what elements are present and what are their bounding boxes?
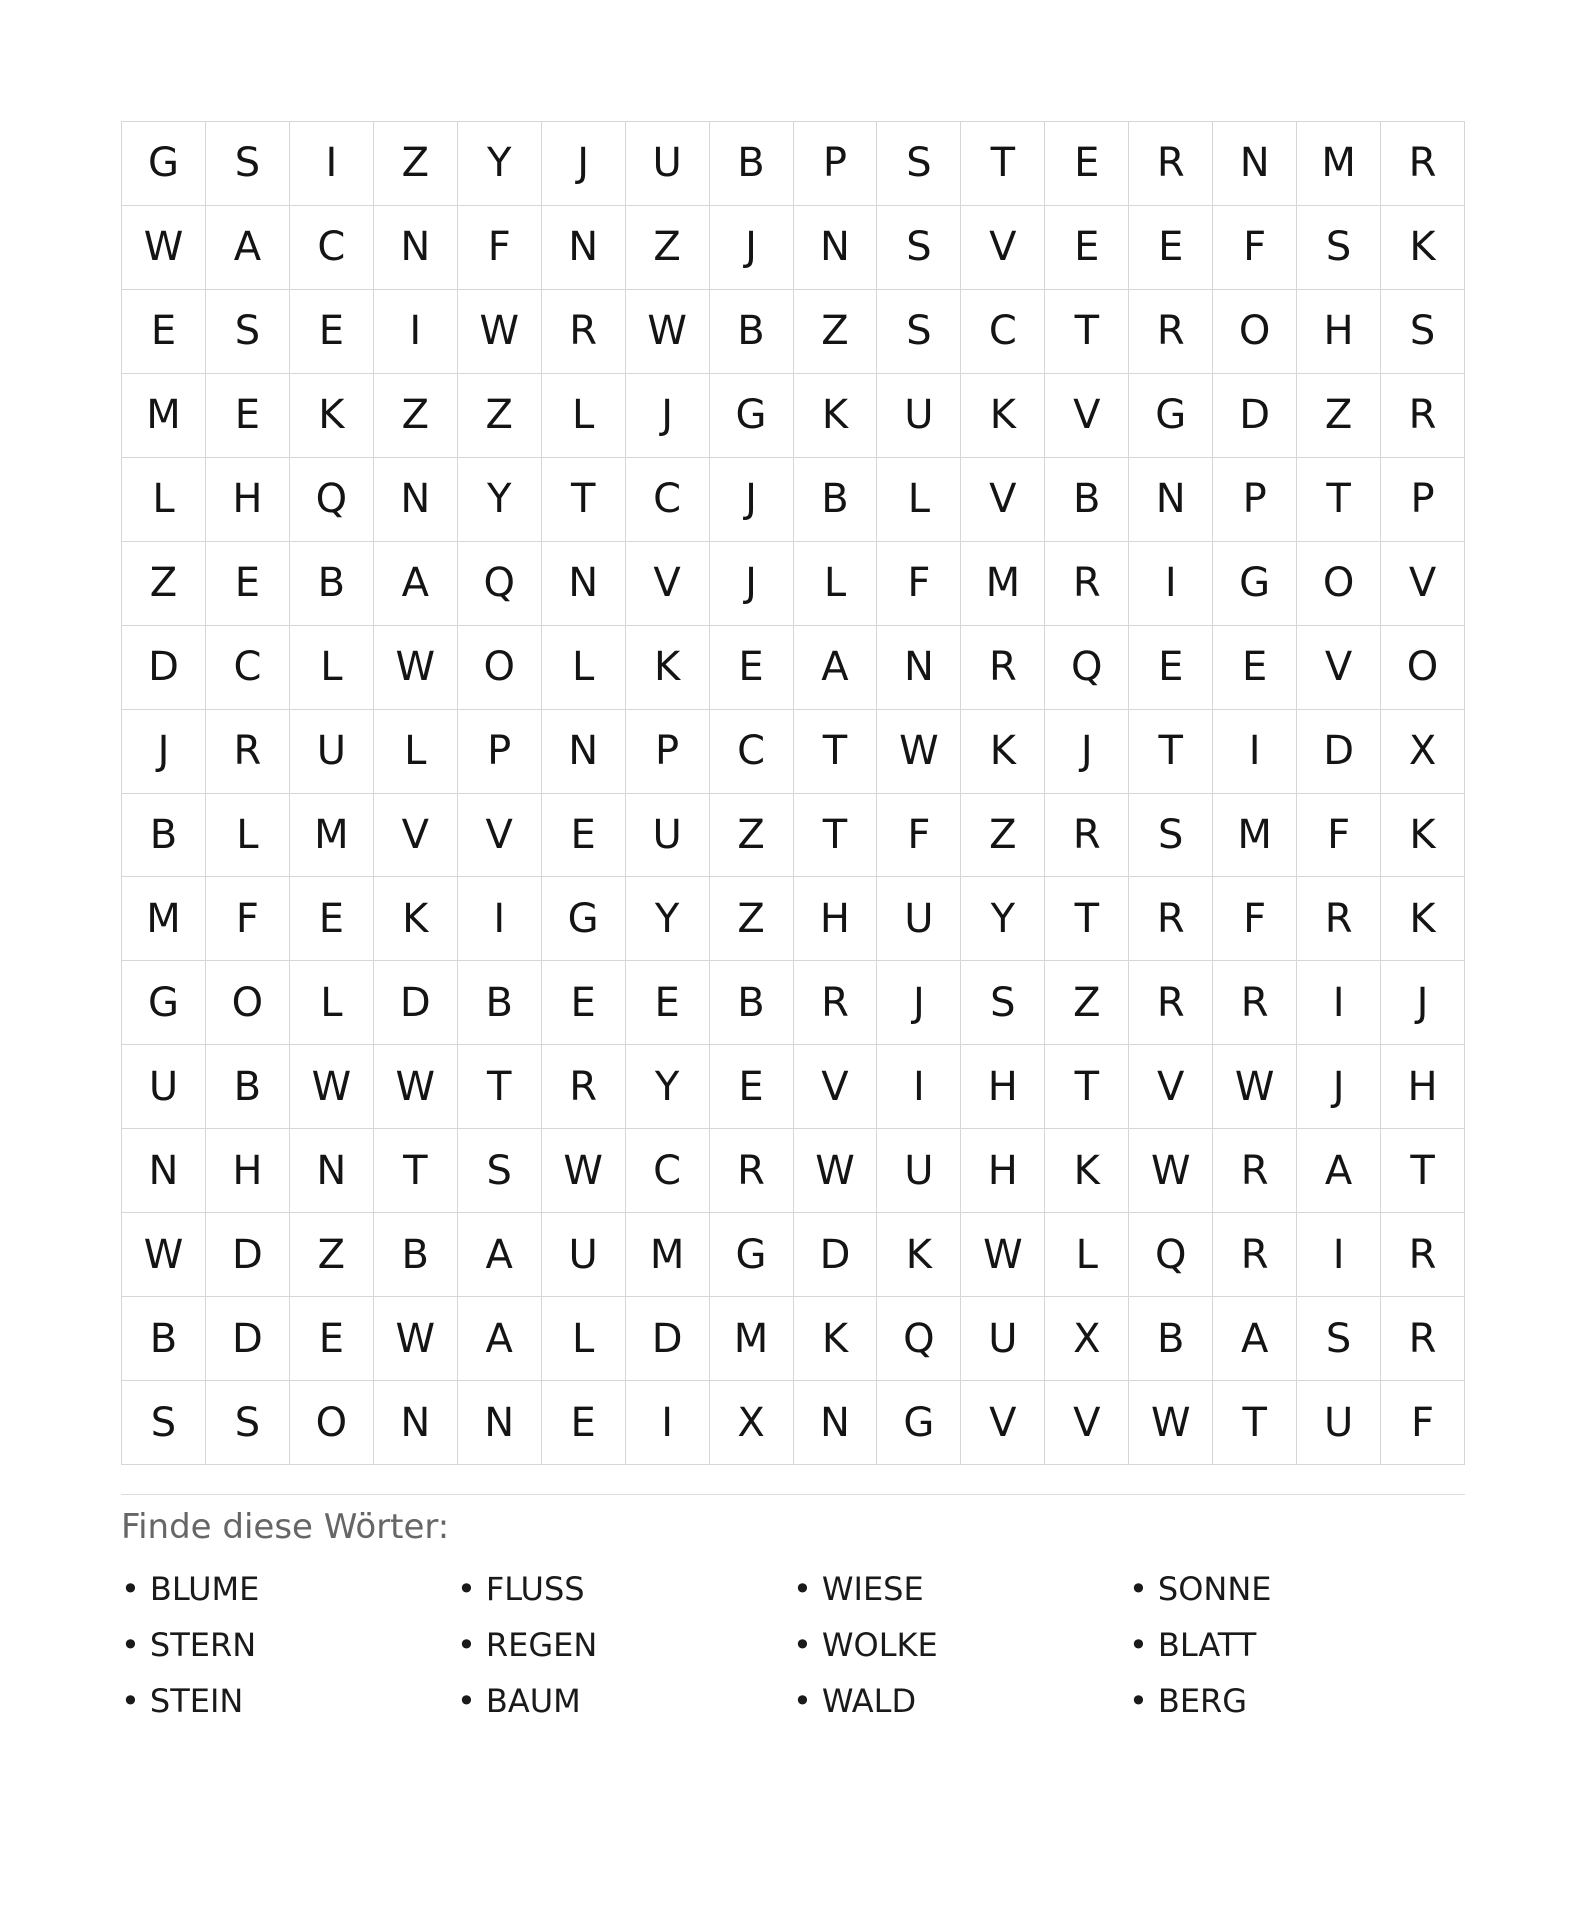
- grid-cell[interactable]: L: [542, 626, 626, 710]
- grid-cell[interactable]: V: [961, 1381, 1045, 1465]
- grid-cell[interactable]: V: [794, 1045, 878, 1129]
- grid-cell[interactable]: V: [1045, 1381, 1129, 1465]
- grid-cell[interactable]: B: [122, 1297, 206, 1381]
- grid-cell[interactable]: S: [206, 1381, 290, 1465]
- word-list-section: [121, 1494, 1465, 1723]
- grid-cell[interactable]: S: [458, 1129, 542, 1213]
- grid-cell[interactable]: O: [290, 1381, 374, 1465]
- grid-cell[interactable]: E: [206, 374, 290, 458]
- grid-cell[interactable]: Z: [458, 374, 542, 458]
- grid-cell[interactable]: X: [710, 1381, 794, 1465]
- grid-cell[interactable]: D: [626, 1297, 710, 1381]
- grid-cell[interactable]: F: [1213, 206, 1297, 290]
- grid-cell[interactable]: T: [1129, 710, 1213, 794]
- grid-cell[interactable]: N: [794, 206, 878, 290]
- grid-cell[interactable]: U: [626, 794, 710, 878]
- grid-cell[interactable]: W: [542, 1129, 626, 1213]
- grid-cell[interactable]: Z: [374, 122, 458, 206]
- grid-cell[interactable]: A: [458, 1213, 542, 1297]
- grid-cell[interactable]: R: [1381, 122, 1465, 206]
- grid-cell[interactable]: S: [1129, 794, 1213, 878]
- grid-cell[interactable]: W: [374, 1297, 458, 1381]
- grid-cell[interactable]: J: [1297, 1045, 1381, 1129]
- grid-cell[interactable]: S: [1297, 206, 1381, 290]
- word-list-title: Finde diese Wörter:: [121, 1507, 450, 1547]
- word-list-item: [793, 1623, 1129, 1667]
- grid-cell[interactable]: N: [122, 1129, 206, 1213]
- grid-cell[interactable]: B: [290, 542, 374, 626]
- grid-cell[interactable]: C: [626, 1129, 710, 1213]
- grid-cell[interactable]: J: [626, 374, 710, 458]
- grid-cell[interactable]: N: [374, 206, 458, 290]
- grid-cell[interactable]: N: [794, 1381, 878, 1465]
- grid-cell[interactable]: O: [206, 961, 290, 1045]
- grid-cell[interactable]: R: [1129, 290, 1213, 374]
- grid-cell[interactable]: T: [1297, 458, 1381, 542]
- grid-cell[interactable]: E: [626, 961, 710, 1045]
- grid-cell[interactable]: A: [794, 626, 878, 710]
- word-list-item: [121, 1623, 457, 1667]
- word-list: [121, 1567, 1465, 1723]
- grid-cell[interactable]: U: [290, 710, 374, 794]
- bullet-icon: •: [1129, 1570, 1148, 1609]
- grid-cell[interactable]: N: [374, 458, 458, 542]
- grid-cell[interactable]: X: [1045, 1297, 1129, 1381]
- grid-cell[interactable]: R: [1297, 877, 1381, 961]
- grid-cell[interactable]: L: [374, 710, 458, 794]
- grid-cell[interactable]: R: [1045, 794, 1129, 878]
- grid-cell[interactable]: C: [710, 710, 794, 794]
- grid-cell[interactable]: M: [122, 877, 206, 961]
- grid-cell[interactable]: B: [122, 794, 206, 878]
- grid-cell[interactable]: U: [877, 374, 961, 458]
- grid-cell[interactable]: J: [710, 458, 794, 542]
- grid-cell[interactable]: E: [1129, 206, 1213, 290]
- grid-cell[interactable]: O: [1297, 542, 1381, 626]
- grid-cell[interactable]: L: [877, 458, 961, 542]
- grid-cell[interactable]: Z: [1297, 374, 1381, 458]
- grid-cell[interactable]: U: [877, 1129, 961, 1213]
- grid-cell[interactable]: Z: [794, 290, 878, 374]
- grid-cell[interactable]: C: [290, 206, 374, 290]
- bullet-icon: •: [457, 1626, 476, 1665]
- grid-cell[interactable]: S: [1381, 290, 1465, 374]
- grid-cell[interactable]: H: [794, 877, 878, 961]
- grid-cell[interactable]: A: [374, 542, 458, 626]
- grid-cell[interactable]: A: [1297, 1129, 1381, 1213]
- grid-cell[interactable]: E: [1045, 206, 1129, 290]
- grid-cell[interactable]: M: [1213, 794, 1297, 878]
- grid-cell[interactable]: K: [290, 374, 374, 458]
- grid-cell[interactable]: T: [1381, 1129, 1465, 1213]
- grid-cell[interactable]: Z: [290, 1213, 374, 1297]
- word-label: BLATT: [1157, 1626, 1257, 1665]
- grid-cell[interactable]: D: [206, 1213, 290, 1297]
- grid-cell[interactable]: T: [1045, 1045, 1129, 1129]
- grid-cell[interactable]: F: [1381, 1381, 1465, 1465]
- grid-cell[interactable]: T: [542, 458, 626, 542]
- grid-cell[interactable]: I: [290, 122, 374, 206]
- grid-cell[interactable]: X: [1381, 710, 1465, 794]
- grid-cell[interactable]: R: [1213, 1129, 1297, 1213]
- grid-cell[interactable]: Q: [1129, 1213, 1213, 1297]
- grid-cell[interactable]: U: [877, 877, 961, 961]
- grid-cell[interactable]: W: [122, 206, 206, 290]
- grid-cell[interactable]: O: [1381, 626, 1465, 710]
- word-label: BERG: [1157, 1682, 1248, 1721]
- grid-cell[interactable]: A: [206, 206, 290, 290]
- grid-cell[interactable]: R: [961, 626, 1045, 710]
- word-label: FLUSS: [485, 1570, 585, 1609]
- grid-cell[interactable]: L: [290, 961, 374, 1045]
- grid-cell[interactable]: N: [374, 1381, 458, 1465]
- grid-cell[interactable]: P: [1381, 458, 1465, 542]
- grid-cell[interactable]: L: [122, 458, 206, 542]
- grid-cell[interactable]: M: [961, 542, 1045, 626]
- grid-cell[interactable]: K: [794, 374, 878, 458]
- grid-cell[interactable]: R: [1213, 961, 1297, 1045]
- grid-cell[interactable]: V: [961, 458, 1045, 542]
- grid-cell[interactable]: R: [1045, 542, 1129, 626]
- grid-cell[interactable]: F: [206, 877, 290, 961]
- bullet-icon: •: [793, 1682, 812, 1721]
- grid-cell[interactable]: E: [710, 1045, 794, 1129]
- grid-cell[interactable]: E: [542, 1381, 626, 1465]
- grid-cell[interactable]: B: [206, 1045, 290, 1129]
- grid-cell[interactable]: Y: [626, 877, 710, 961]
- grid-cell[interactable]: D: [206, 1297, 290, 1381]
- grid-cell[interactable]: Y: [626, 1045, 710, 1129]
- grid-cell[interactable]: R: [1129, 961, 1213, 1045]
- grid-cell[interactable]: Z: [122, 542, 206, 626]
- grid-cell[interactable]: D: [374, 961, 458, 1045]
- grid-cell[interactable]: K: [374, 877, 458, 961]
- word-label: WALD: [821, 1682, 917, 1721]
- grid-cell[interactable]: M: [710, 1297, 794, 1381]
- grid-cell[interactable]: K: [1381, 877, 1465, 961]
- grid-cell[interactable]: O: [1213, 290, 1297, 374]
- grid-cell[interactable]: N: [877, 626, 961, 710]
- grid-cell[interactable]: C: [961, 290, 1045, 374]
- grid-cell[interactable]: N: [290, 1129, 374, 1213]
- grid-cell[interactable]: T: [1045, 877, 1129, 961]
- grid-cell[interactable]: K: [1045, 1129, 1129, 1213]
- grid-cell[interactable]: G: [1213, 542, 1297, 626]
- word-list-item: [1129, 1567, 1465, 1611]
- grid-cell[interactable]: W: [290, 1045, 374, 1129]
- grid-cell[interactable]: U: [961, 1297, 1045, 1381]
- grid-cell[interactable]: L: [794, 542, 878, 626]
- grid-cell[interactable]: T: [794, 794, 878, 878]
- grid-cell[interactable]: T: [1045, 290, 1129, 374]
- grid-cell[interactable]: U: [542, 1213, 626, 1297]
- word-label: WOLKE: [821, 1626, 938, 1665]
- grid-cell[interactable]: F: [1213, 877, 1297, 961]
- grid-cell[interactable]: R: [1213, 1213, 1297, 1297]
- grid-cell[interactable]: R: [542, 290, 626, 374]
- word-list-item: [793, 1679, 1129, 1723]
- grid-cell[interactable]: F: [877, 794, 961, 878]
- grid-cell[interactable]: F: [458, 206, 542, 290]
- grid-cell[interactable]: A: [1213, 1297, 1297, 1381]
- grid-cell[interactable]: D: [794, 1213, 878, 1297]
- grid-cell[interactable]: O: [458, 626, 542, 710]
- grid-cell[interactable]: T: [1213, 1381, 1297, 1465]
- grid-cell[interactable]: S: [206, 290, 290, 374]
- grid-cell[interactable]: R: [542, 1045, 626, 1129]
- word-list-item: [793, 1567, 1129, 1611]
- grid-cell[interactable]: J: [1045, 710, 1129, 794]
- grid-cell[interactable]: I: [1129, 542, 1213, 626]
- grid-cell[interactable]: K: [961, 710, 1045, 794]
- grid-cell[interactable]: N: [1213, 122, 1297, 206]
- grid-cell[interactable]: J: [542, 122, 626, 206]
- bullet-icon: •: [121, 1626, 140, 1665]
- grid-cell[interactable]: V: [961, 206, 1045, 290]
- grid-cell[interactable]: H: [1297, 290, 1381, 374]
- grid-cell[interactable]: G: [1129, 374, 1213, 458]
- grid-cell[interactable]: R: [1381, 374, 1465, 458]
- grid-cell[interactable]: G: [710, 374, 794, 458]
- grid-cell[interactable]: S: [961, 961, 1045, 1045]
- grid-cell[interactable]: B: [794, 458, 878, 542]
- grid-cell[interactable]: J: [1381, 961, 1465, 1045]
- word-list-item: [121, 1679, 457, 1723]
- grid-cell[interactable]: S: [122, 1381, 206, 1465]
- word-list-item: [1129, 1623, 1465, 1667]
- word-list-item: [457, 1567, 793, 1611]
- grid-cell[interactable]: C: [206, 626, 290, 710]
- grid-cell[interactable]: J: [877, 961, 961, 1045]
- grid-cell[interactable]: U: [122, 1045, 206, 1129]
- grid-cell[interactable]: I: [877, 1045, 961, 1129]
- grid-cell[interactable]: W: [794, 1129, 878, 1213]
- grid-cell[interactable]: M: [626, 1213, 710, 1297]
- grid-cell[interactable]: E: [206, 542, 290, 626]
- grid-cell[interactable]: N: [542, 710, 626, 794]
- grid-cell[interactable]: U: [1297, 1381, 1381, 1465]
- grid-cell[interactable]: F: [877, 542, 961, 626]
- word-list-item: [457, 1623, 793, 1667]
- grid-cell[interactable]: T: [374, 1129, 458, 1213]
- grid-cell[interactable]: T: [458, 1045, 542, 1129]
- grid-cell[interactable]: V: [1129, 1045, 1213, 1129]
- grid-cell[interactable]: K: [877, 1213, 961, 1297]
- grid-cell[interactable]: W: [458, 290, 542, 374]
- grid-cell[interactable]: K: [626, 626, 710, 710]
- grid-cell[interactable]: L: [1045, 1213, 1129, 1297]
- grid-cell[interactable]: P: [1213, 458, 1297, 542]
- grid-cell[interactable]: Q: [1045, 626, 1129, 710]
- word-search-grid: [121, 121, 1465, 1465]
- grid-cell[interactable]: K: [1381, 794, 1465, 878]
- bullet-icon: •: [1129, 1682, 1148, 1721]
- grid-cell[interactable]: A: [458, 1297, 542, 1381]
- grid-cell[interactable]: W: [374, 626, 458, 710]
- grid-cell[interactable]: D: [1213, 374, 1297, 458]
- grid-cell[interactable]: I: [374, 290, 458, 374]
- grid-cell[interactable]: I: [1297, 1213, 1381, 1297]
- grid-cell[interactable]: I: [1297, 961, 1381, 1045]
- grid-cell[interactable]: V: [1381, 542, 1465, 626]
- grid-cell[interactable]: Z: [626, 206, 710, 290]
- grid-cell[interactable]: B: [1045, 458, 1129, 542]
- grid-cell[interactable]: V: [374, 794, 458, 878]
- grid-cell[interactable]: E: [542, 961, 626, 1045]
- grid-cell[interactable]: P: [794, 122, 878, 206]
- bullet-icon: •: [793, 1626, 812, 1665]
- grid-cell[interactable]: E: [1213, 626, 1297, 710]
- grid-cell[interactable]: V: [458, 794, 542, 878]
- grid-cell[interactable]: P: [626, 710, 710, 794]
- grid-cell[interactable]: B: [710, 290, 794, 374]
- grid-cell[interactable]: E: [290, 1297, 374, 1381]
- grid-cell[interactable]: Z: [961, 794, 1045, 878]
- grid-cell[interactable]: G: [877, 1381, 961, 1465]
- grid-cell[interactable]: Z: [374, 374, 458, 458]
- grid-cell[interactable]: M: [290, 794, 374, 878]
- grid-cell[interactable]: E: [122, 290, 206, 374]
- grid-cell[interactable]: I: [1213, 710, 1297, 794]
- grid-cell[interactable]: T: [961, 122, 1045, 206]
- bullet-icon: •: [121, 1682, 140, 1721]
- grid-cell[interactable]: L: [290, 626, 374, 710]
- bullet-icon: •: [457, 1682, 476, 1721]
- grid-cell[interactable]: S: [877, 122, 961, 206]
- grid-cell[interactable]: E: [710, 626, 794, 710]
- grid-cell[interactable]: Y: [458, 122, 542, 206]
- grid-cell[interactable]: W: [1213, 1045, 1297, 1129]
- grid-cell[interactable]: H: [961, 1045, 1045, 1129]
- grid-cell[interactable]: I: [458, 877, 542, 961]
- grid-cell[interactable]: F: [1297, 794, 1381, 878]
- word-label: SONNE: [1157, 1570, 1272, 1609]
- grid-cell[interactable]: H: [206, 1129, 290, 1213]
- grid-cell[interactable]: W: [961, 1213, 1045, 1297]
- grid-cell[interactable]: E: [1045, 122, 1129, 206]
- grid-cell[interactable]: J: [710, 206, 794, 290]
- grid-cell[interactable]: V: [626, 542, 710, 626]
- grid-cell[interactable]: N: [542, 542, 626, 626]
- grid-cell[interactable]: K: [1381, 206, 1465, 290]
- grid-cell[interactable]: G: [122, 122, 206, 206]
- bullet-icon: •: [793, 1570, 812, 1609]
- word-list-item: [121, 1567, 457, 1611]
- grid-cell[interactable]: G: [710, 1213, 794, 1297]
- grid-cell[interactable]: H: [961, 1129, 1045, 1213]
- grid-cell[interactable]: J: [122, 710, 206, 794]
- grid-cell[interactable]: I: [626, 1381, 710, 1465]
- bullet-icon: •: [121, 1570, 140, 1609]
- grid-cell[interactable]: E: [1129, 626, 1213, 710]
- grid-cell[interactable]: N: [458, 1381, 542, 1465]
- grid-cell[interactable]: L: [206, 794, 290, 878]
- grid-cell[interactable]: R: [206, 710, 290, 794]
- grid-cell[interactable]: S: [877, 290, 961, 374]
- grid-cell[interactable]: B: [458, 961, 542, 1045]
- grid-cell[interactable]: H: [1381, 1045, 1465, 1129]
- grid-cell[interactable]: Q: [458, 542, 542, 626]
- word-label: BAUM: [485, 1682, 581, 1721]
- grid-cell[interactable]: B: [710, 122, 794, 206]
- word-label: BLUME: [149, 1570, 260, 1609]
- grid-cell[interactable]: M: [1297, 122, 1381, 206]
- grid-cell[interactable]: R: [710, 1129, 794, 1213]
- grid-cell[interactable]: R: [794, 961, 878, 1045]
- grid-cell[interactable]: Z: [710, 877, 794, 961]
- grid-cell[interactable]: D: [122, 626, 206, 710]
- grid-cell[interactable]: Y: [458, 458, 542, 542]
- grid-cell[interactable]: K: [794, 1297, 878, 1381]
- grid-cell[interactable]: P: [458, 710, 542, 794]
- grid-cell[interactable]: Y: [961, 877, 1045, 961]
- grid-cell[interactable]: Q: [290, 458, 374, 542]
- grid-cell[interactable]: K: [961, 374, 1045, 458]
- grid-cell[interactable]: W: [877, 710, 961, 794]
- grid-cell[interactable]: V: [1297, 626, 1381, 710]
- grid-cell[interactable]: E: [290, 877, 374, 961]
- grid-cell[interactable]: M: [122, 374, 206, 458]
- word-label: REGEN: [485, 1626, 598, 1665]
- grid-cell[interactable]: J: [710, 542, 794, 626]
- grid-cell[interactable]: W: [1129, 1381, 1213, 1465]
- grid-cell[interactable]: R: [1381, 1213, 1465, 1297]
- grid-cell[interactable]: W: [374, 1045, 458, 1129]
- grid-cell[interactable]: B: [1129, 1297, 1213, 1381]
- grid-cell[interactable]: W: [626, 290, 710, 374]
- word-list-item: [1129, 1679, 1465, 1723]
- grid-cell[interactable]: Z: [710, 794, 794, 878]
- grid-cell[interactable]: N: [1129, 458, 1213, 542]
- grid-cell[interactable]: Z: [1045, 961, 1129, 1045]
- grid-cell[interactable]: B: [710, 961, 794, 1045]
- word-list-item: [457, 1679, 793, 1723]
- grid-cell[interactable]: S: [877, 206, 961, 290]
- grid-cell[interactable]: G: [122, 961, 206, 1045]
- grid-cell[interactable]: H: [206, 458, 290, 542]
- word-label: STERN: [149, 1626, 257, 1665]
- grid-cell[interactable]: T: [794, 710, 878, 794]
- grid-cell[interactable]: U: [626, 122, 710, 206]
- grid-cell[interactable]: E: [542, 794, 626, 878]
- grid-cell[interactable]: S: [206, 122, 290, 206]
- grid-cell[interactable]: G: [542, 877, 626, 961]
- grid-cell[interactable]: D: [1297, 710, 1381, 794]
- grid-cell[interactable]: W: [1129, 1129, 1213, 1213]
- grid-cell[interactable]: L: [542, 374, 626, 458]
- grid-cell[interactable]: S: [1297, 1297, 1381, 1381]
- grid-cell[interactable]: R: [1381, 1297, 1465, 1381]
- grid-cell[interactable]: V: [1045, 374, 1129, 458]
- grid-cell[interactable]: R: [1129, 122, 1213, 206]
- grid-cell[interactable]: Q: [877, 1297, 961, 1381]
- grid-cell[interactable]: E: [290, 290, 374, 374]
- grid-cell[interactable]: W: [122, 1213, 206, 1297]
- bullet-icon: •: [457, 1570, 476, 1609]
- word-label: STEIN: [149, 1682, 244, 1721]
- grid-cell[interactable]: R: [1129, 877, 1213, 961]
- grid-cell[interactable]: N: [542, 206, 626, 290]
- word-label: WIESE: [821, 1570, 924, 1609]
- grid-cell[interactable]: B: [374, 1213, 458, 1297]
- bullet-icon: •: [1129, 1626, 1148, 1665]
- grid-cell[interactable]: L: [542, 1297, 626, 1381]
- grid-cell[interactable]: C: [626, 458, 710, 542]
